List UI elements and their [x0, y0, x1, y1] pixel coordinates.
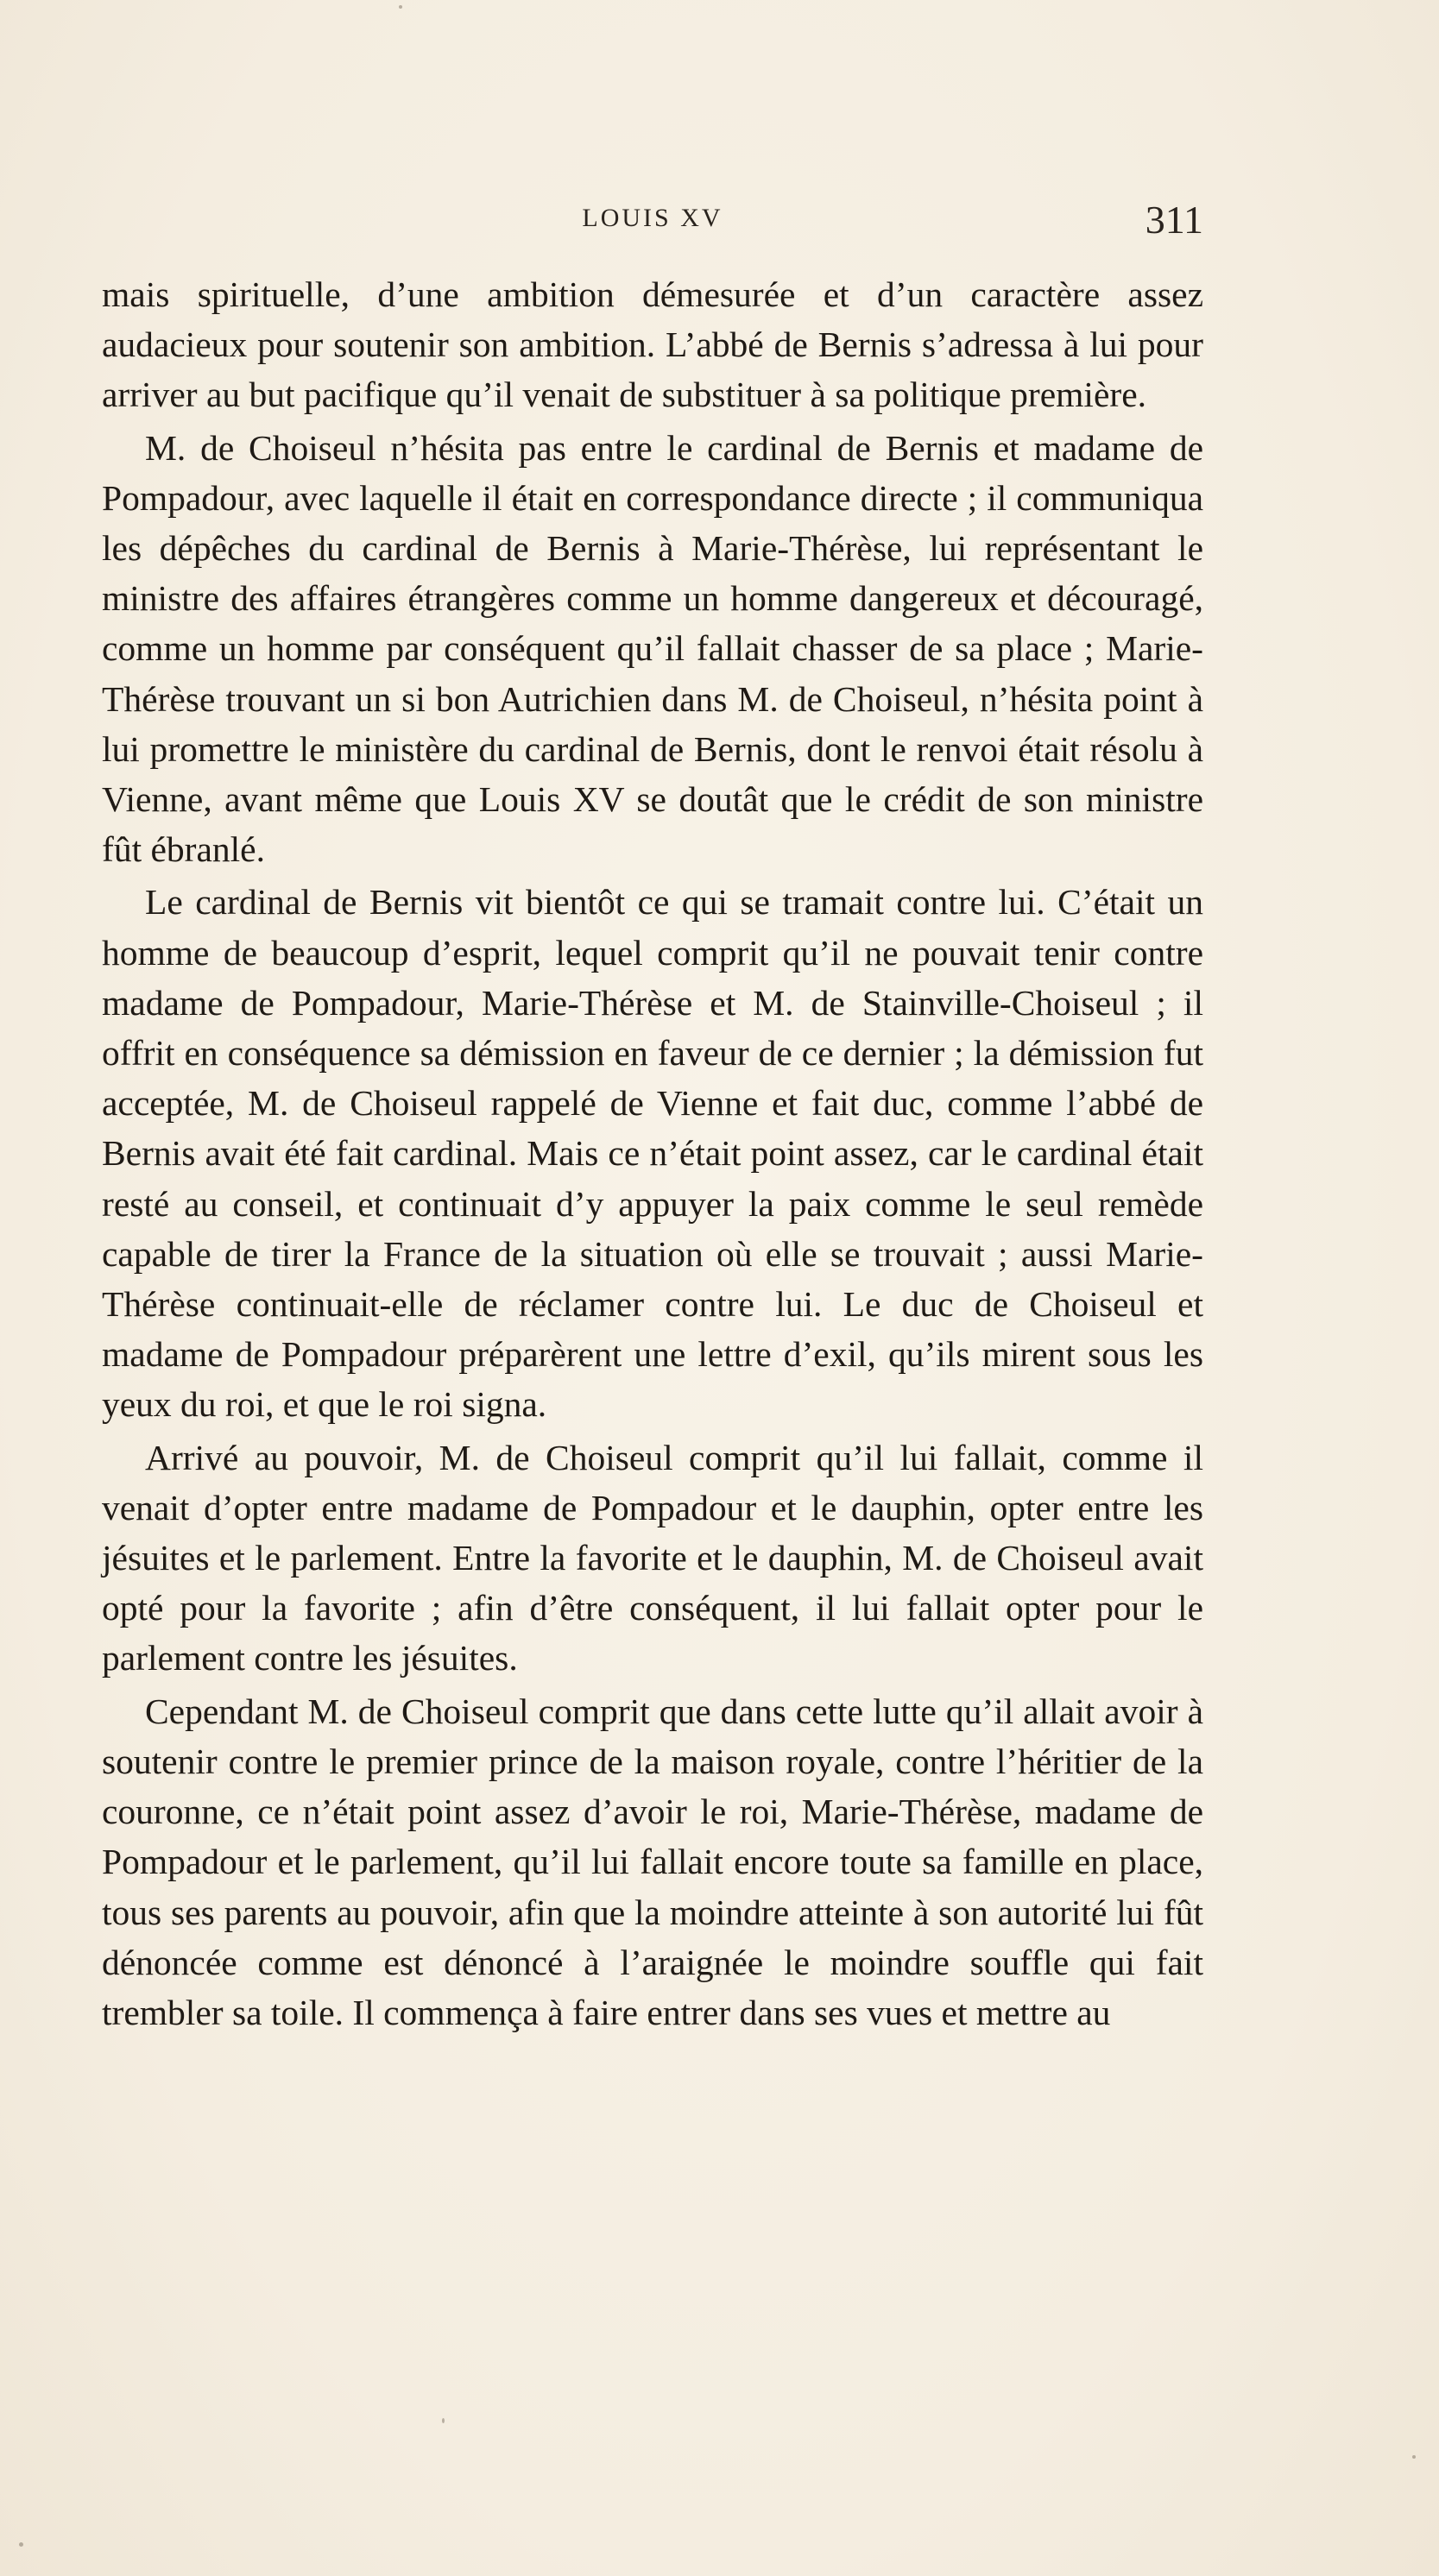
paper-speck: [399, 5, 402, 9]
paragraph-continued: mais spirituelle, d’une ambition démesurée et d’un caractère assez audacieux pour soutenir son ambition. L’abbé de Bernis s’adressa à lui pour arriver au but pacifique qu’il venait de substituer à sa politique première.: [102, 274, 1203, 415]
paragraph: Arrivé au pouvoir, M. de Choiseul comprit qu’il lui fallait, comme il venait d’opter entre madame de Pompadour et le dauphin, opter entre les jésuites et le parlement. Entre la favorite et le dauphin, M. de Choiseul avait opté pour la favorite ; afin d’être conséquent, il lui fallait opter pour le parlement contre les jésuites.: [102, 1437, 1203, 1678]
paragraph: Le cardinal de Bernis vit bientôt ce qui se tramait contre lui. C’était un homme de beaucoup d’esprit, lequel comprit qu’il ne pouvait tenir contre madame de Pompadour, Marie-Thérèse et M. de Stainville-Choiseul ; il offrit en conséquence sa démission en faveur de ce dernier ; la démission fut acceptée, M. de Choiseul rappelé de Vienne et fait duc, comme l’abbé de Bernis avait été fait cardinal. Mais ce n’était point assez, car le cardinal était resté au conseil, et continuait d’y appuyer la paix comme le seul remède capable de tirer la France de la situation où elle se trouvait ; aussi Marie-Thérèse continuait-elle de réclamer contre lui. Le duc de Choiseul et madame de Pompadour préparèrent une lettre d’exil, qu’ils mirent sous les yeux du roi, et que le roi signa.: [102, 882, 1203, 1425]
paper-speck: [19, 2542, 23, 2547]
paper-speck: [1412, 2455, 1416, 2459]
body-text: [102, 269, 1203, 2037]
page-number: 311: [1145, 198, 1203, 242]
running-title: LOUIS XV: [582, 204, 723, 232]
paper-speck: [442, 2418, 445, 2423]
paragraph: Cependant M. de Choiseul comprit que dans cette lutte qu’il allait avoir à soutenir contre le premier prince de la maison royale, contre l’héritier de la couronne, ce n’était point assez d’avoir le roi, Marie-Thérèse, madame de Pompadour et le parlement, qu’il lui fallait encore toute sa famille en place, tous ses parents au pouvoir, afin que la moindre atteinte à son autorité lui fût dénoncée comme est dénoncé à l’araignée le moindre souffle qui fait trembler sa toile. Il commença à faire entrer dans ses vues et mettre au: [102, 1691, 1203, 2032]
page-header: [102, 197, 1203, 249]
paragraph: M. de Choiseul n’hésita pas entre le cardinal de Bernis et madame de Pompadour, avec laquelle il était en correspondance directe ; il communiqua les dépêches du cardinal de Bernis à Marie-Thérèse, lui représentant le ministre des affaires étrangères comme un homme dangereux et découragé, comme un homme par conséquent qu’il fallait chasser de sa place ; Marie-Thérèse trouvant un si bon Autrichien dans M. de Choiseul, n’hésita point à lui promettre le ministère du cardinal de Bernis, dont le renvoi était résolu à Vienne, avant même que Louis XV se doutât que le crédit de son ministre fût ébranlé.: [102, 427, 1203, 870]
